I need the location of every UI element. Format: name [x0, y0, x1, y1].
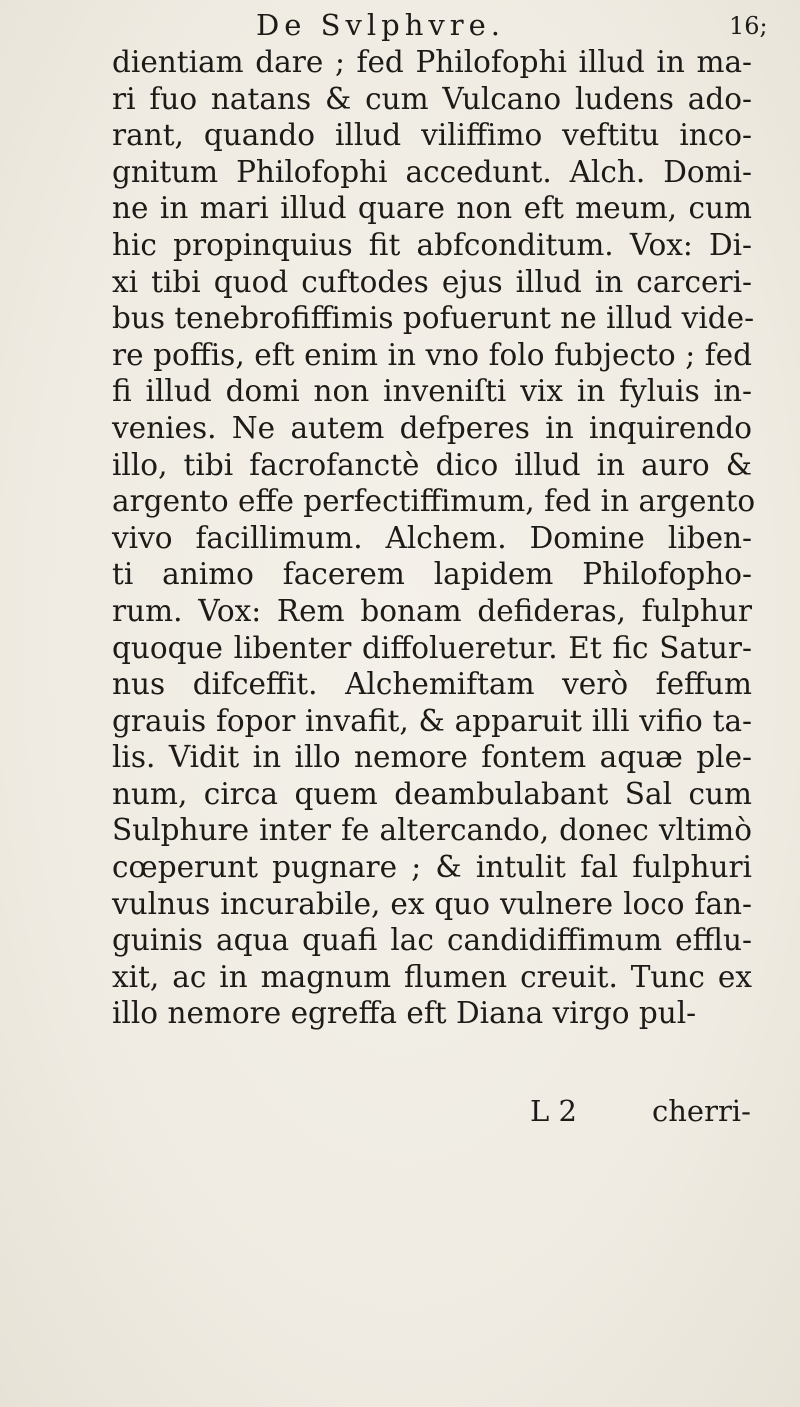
- text-line: ne in mari illud quare non eft meum, cum: [112, 191, 752, 226]
- text-line: Sulphure inter fe altercando, donec vltimò: [112, 813, 752, 848]
- text-line: re poffis, eft enim in vno folo fubjecto ; fed: [112, 337, 752, 372]
- running-head: De Svlphvre.: [256, 8, 506, 42]
- text-line: xit, ac in magnum flumen creuit. Tunc ex: [112, 959, 752, 994]
- text-line: rum. Vox: Rem bonam defideras, fulphur: [112, 593, 752, 628]
- text-line: ti animo facerem lapidem Philofopho-: [112, 557, 752, 592]
- text-line: num, circa quem deambulabant Sal cum: [112, 776, 752, 811]
- text-line: illo, tibi facrofanctè dico illud in auro &: [112, 447, 752, 482]
- text-line: rant, quando illud viliffimo veftitu inco-: [112, 118, 752, 153]
- page-number: 16;: [729, 12, 768, 40]
- text-line: illo nemore egreffa eft Diana virgo pul-: [112, 996, 697, 1031]
- text-line: guinis aqua quafi lac candidiffimum efflu-: [112, 923, 752, 958]
- text-line: gnitum Philofophi accedunt. Alch. Domi-: [112, 154, 752, 189]
- page-header: [0, 0, 800, 46]
- text-line: quoque libenter diffolueretur. Et fic Satur-: [112, 630, 752, 665]
- text-line: cœperunt pugnare ; & intulit fal fulphuri: [112, 850, 752, 885]
- text-line: nus difceffit. Alchemiftam verò feffum: [112, 667, 752, 702]
- text-line: argento effe perfectiffimum, fed in argento: [112, 484, 756, 519]
- text-line: bus tenebrofiffimis pofuerunt ne illud vide-: [112, 301, 755, 336]
- text-line: lis. Vidit in illo nemore fontem aquæ ple-: [112, 740, 752, 775]
- text-line: fi illud domi non inveniſti vix in fyluis in-: [112, 374, 752, 409]
- text-line: vulnus incurabile, ex quo vulnere loco fan-: [112, 886, 752, 921]
- page-footer: [0, 1094, 800, 1134]
- text-line: hic propinquius fit abfconditum. Vox: Di-: [112, 227, 752, 262]
- text-line: xi tibi quod cuftodes ejus illud in carceri-: [112, 264, 752, 299]
- catchword: cherri-: [652, 1094, 751, 1128]
- text-line: grauis fopor invafit, & apparuit illi vifio ta-: [112, 703, 752, 738]
- signature-mark: L 2: [530, 1094, 577, 1128]
- text-line: ri fuo natans & cum Vulcano ludens ado-: [112, 81, 752, 116]
- text-line: venies. Ne autem defperes in inquirendo: [112, 410, 752, 445]
- text-line: vivo facillimum. Alchem. Domine liben-: [112, 520, 752, 555]
- body-text: [112, 44, 756, 1032]
- text-line: dientiam dare ; fed Philofophi illud in ma-: [112, 45, 752, 79]
